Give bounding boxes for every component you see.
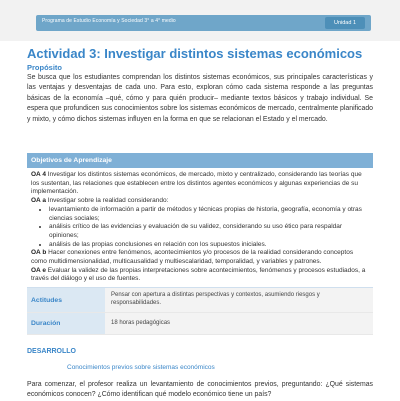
oab-code: OA b bbox=[31, 249, 47, 257]
oaa-bullet-list bbox=[31, 206, 369, 250]
program-title: Programa de Estudio Economía y Sociedad 3° a 4° medio bbox=[42, 18, 176, 24]
header-band bbox=[36, 15, 371, 31]
oaa-text: Investigar sobre la realidad considerando: bbox=[45, 197, 169, 205]
attitudes-row bbox=[27, 288, 373, 313]
oaa-code: OA a bbox=[31, 197, 46, 205]
duration-value: 18 horas pedagógicas bbox=[105, 313, 373, 334]
development-subheading: Conocimientos previos sobre sistemas económicos bbox=[67, 364, 215, 371]
oa4-code: OA 4 bbox=[31, 171, 46, 178]
oa4-item bbox=[31, 171, 369, 197]
duration-label: Duración bbox=[27, 313, 105, 334]
development-text: Para comenzar, el profesor realiza un levantamiento de conocimientos previos, preguntando: ¿Qué sistemas económicos conocen? ¿Cómo identifican qué modelo económico tiene un país? bbox=[27, 381, 373, 399]
oae-code: OA e bbox=[31, 266, 46, 274]
oab-text: Hacer conexiones entre fenómenos, acontecimientos y/o procesos de la realidad considerando conceptos como multidimensionalidad, multicausalidad y multiescalaridad, temporalidad, y variables y patrones. bbox=[31, 249, 354, 266]
objectives-table bbox=[27, 153, 373, 335]
attitudes-value: Pensar con apertura a distintas perspectivas y contextos, asumiendo riesgos y responsabilidades. bbox=[105, 288, 373, 312]
oaa-bullet: • levantamiento de información a partir de métodos y técnicas propias de historia, geografía, economía y otras ciencias sociales; bbox=[49, 206, 369, 223]
oaa-bullet: • análisis de las propias conclusiones en relación con los supuestos iniciales. bbox=[49, 241, 369, 250]
oae-text: Evaluar la validez de las propias interpretaciones sobre acontecimientos, fenómenos y procesos estudiados, a través del diálogo y el uso de fuentes. bbox=[31, 266, 366, 283]
activity-title: Actividad 3: Investigar distintos sistemas económicos bbox=[27, 46, 363, 61]
oa4-text: Investigar los distintos sistemas económicos, de mercado, mixto y centralizado, considerando las teorías que los sustentan, las relaciones que establecen entre los distintos agentes económicos y algunas experiencias de su implementación. bbox=[31, 171, 362, 196]
unit-badge: Unidad 1 bbox=[325, 17, 365, 29]
objectives-heading: Objetivos de Aprendizaje bbox=[27, 153, 373, 168]
development-heading: DESARROLLO bbox=[27, 348, 76, 355]
attitudes-label: Actitudes bbox=[27, 288, 105, 312]
oae-item bbox=[31, 267, 369, 284]
page-header bbox=[0, 0, 400, 41]
objectives-body bbox=[27, 168, 373, 288]
purpose-heading: Propósito bbox=[27, 63, 62, 72]
oaa-bullet: • análisis crítico de las evidencias y evaluación de su validez, considerando su uso ético para respaldar opiniones; bbox=[49, 223, 369, 240]
oab-item bbox=[31, 249, 369, 266]
purpose-text: Se busca que los estudiantes comprendan los distintos sistemas económicos, sus principales características y las ventajas y desventajas de cada uno. Para esto, exploran cómo cada sistema responde a las preguntas básicas de la economía –qué, cómo y para quién producir– mediante textos básicos y trabajo individual. Se espera que profundicen sus conocimientos sobre los sistemas económicos de mercado, centralmente planificado y mixto, y cómo dichos sistemas influyen en la forma en que se relacionan el Estado y el mercado. bbox=[27, 74, 373, 123]
duration-row bbox=[27, 313, 373, 335]
oaa-item bbox=[31, 197, 369, 206]
